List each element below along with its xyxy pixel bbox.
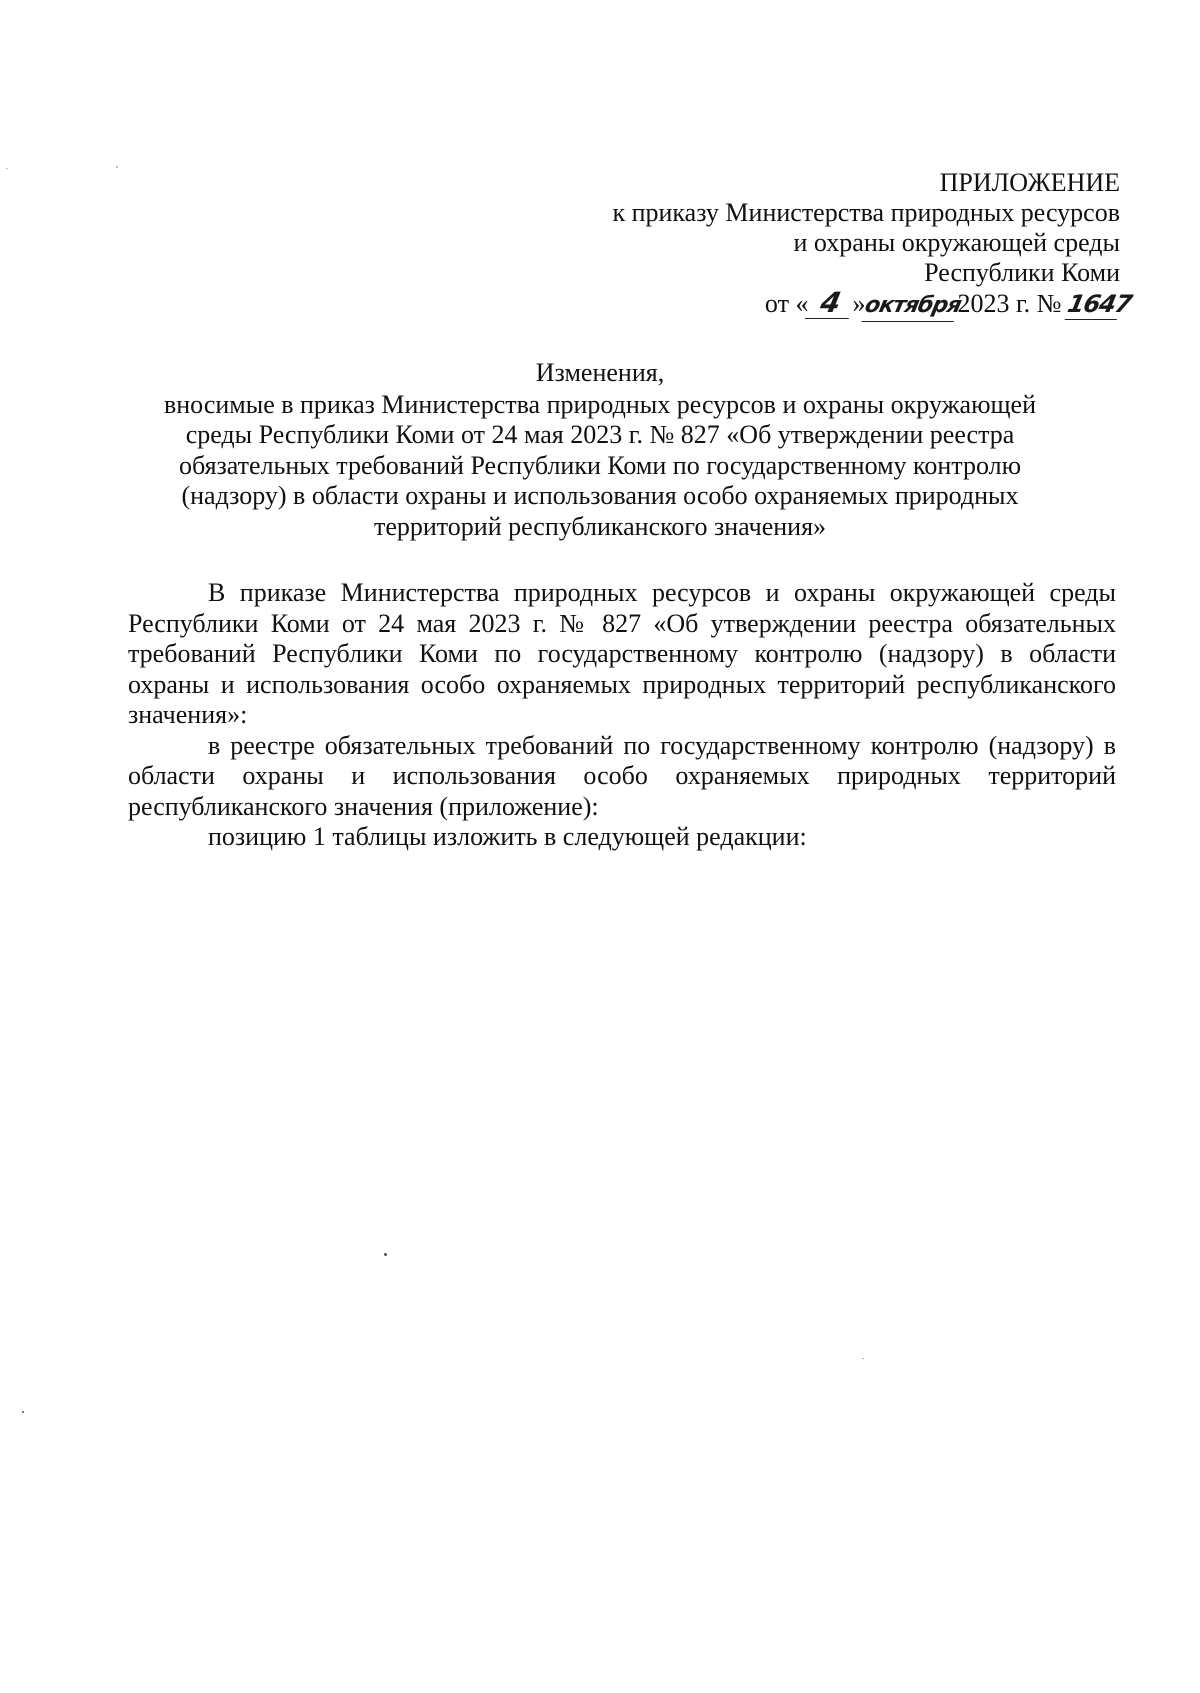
- handwritten-month: октября: [862, 291, 961, 322]
- body-paragraph-2: в реестре обязательных требований по государственному контролю (надзору) в области охраны и использования особо охраняемых природных территорий республиканского значения (приложение):: [128, 730, 1116, 821]
- title-line: среды Республики Коми от 24 мая 2023 г. № 827 «Об утверждении реестра: [185, 420, 1015, 449]
- scan-speck: [862, 1358, 864, 1359]
- document-title: [120, 358, 1080, 542]
- title-line: территорий республиканского значения»: [373, 511, 827, 541]
- scan-speck: [116, 166, 118, 168]
- title-line: (надзору) в области охраны и использования особо охраняемых природных: [181, 481, 1019, 510]
- appendix-header: [480, 168, 1134, 322]
- date-year: 2023 г. №: [957, 289, 1062, 318]
- title-line: вносимые в приказ Министерства природных ресурсов и охраны окружающей: [163, 389, 1036, 419]
- title-line: обязательных требований Республики Коми по государственному контролю: [178, 450, 1022, 480]
- handwritten-day: 4: [805, 288, 856, 319]
- appendix-line-2: и охраны окружающей среды: [793, 228, 1120, 257]
- handwritten-order-number: 1647: [1065, 290, 1134, 318]
- appendix-title: ПРИЛОЖЕНИЕ: [939, 168, 1120, 197]
- appendix-line-1: к приказу Министерства природных ресурсов: [612, 198, 1120, 227]
- order-date-line: [480, 286, 1134, 322]
- scan-speck: [6, 168, 8, 169]
- title-heading: Изменения,: [535, 358, 665, 387]
- scan-speck: [22, 1411, 24, 1413]
- date-prefix: от «: [764, 289, 809, 318]
- body-paragraph-1: В приказе Министерства природных ресурсов и охраны окружающей среды Республики Коми от 24 мая 2023 г. № 827 «Об утверждении реестра обязательных требований Республики Коми по государственному контролю (надзору) в области охраны и использования особо охраняемых природных территорий республиканского значения»:: [128, 578, 1116, 729]
- appendix-line-3: Республики Коми: [924, 258, 1120, 287]
- scan-speck: [384, 1253, 387, 1256]
- document-body: [128, 578, 1116, 853]
- body-paragraph-3: позицию 1 таблицы изложить в следующей редакции:: [208, 822, 807, 851]
- date-mid: »: [852, 289, 866, 318]
